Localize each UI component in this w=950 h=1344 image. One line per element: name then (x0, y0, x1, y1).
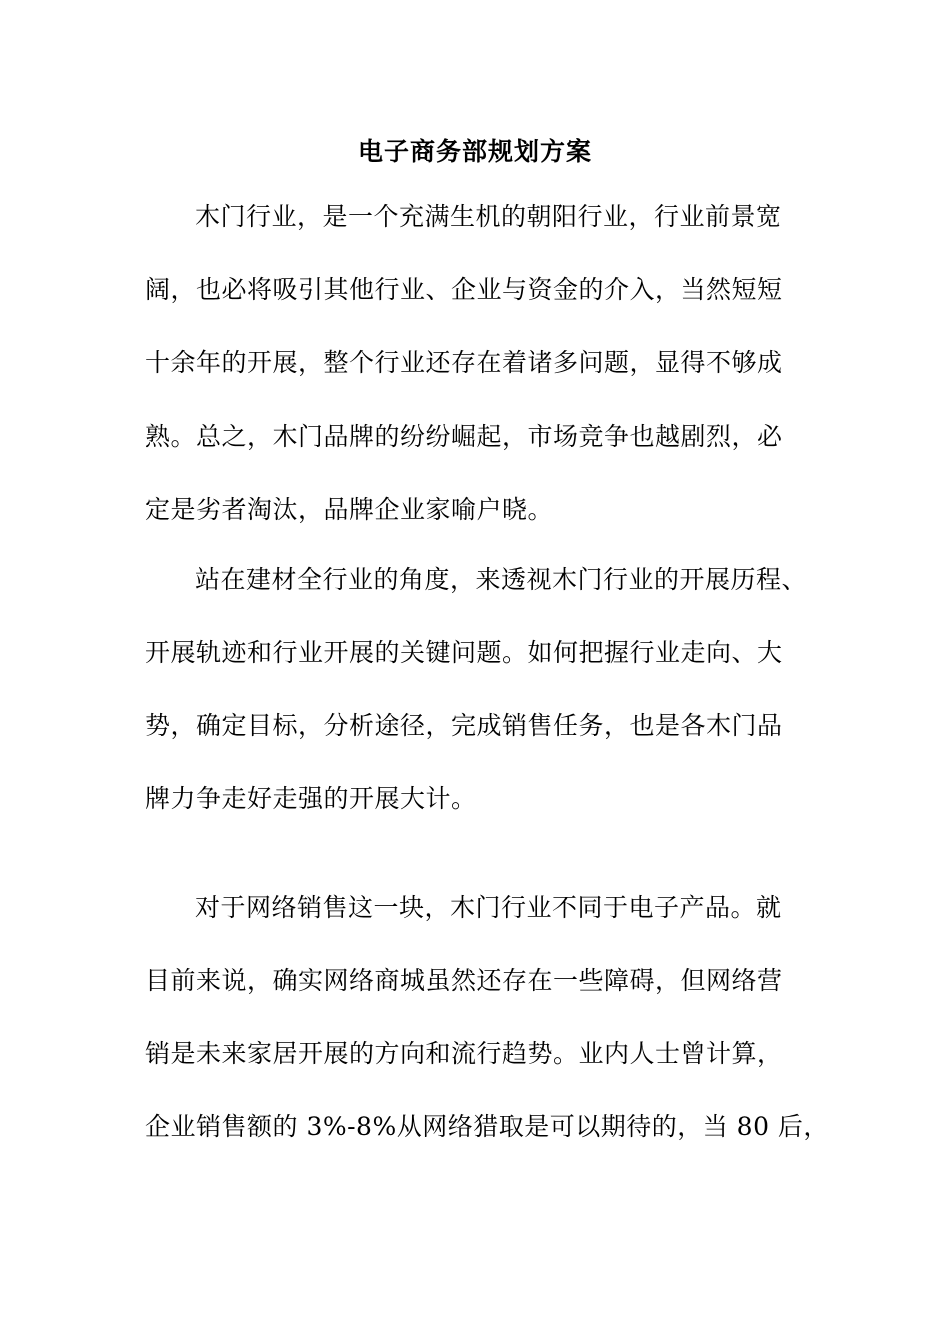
paragraph-1-line-3: 十余年的开展，整个行业还存在着诸多问题，显得不够成 (145, 348, 783, 377)
paragraph-2-line-4: 牌力争走好走强的开展大计。 (145, 784, 477, 813)
paragraph-1-line-2: 阔，也必将吸引其他行业、企业与资金的介入，当然短短 (145, 275, 783, 304)
paragraph-2-line-2: 开展轨迹和行业开展的关键问题。如何把握行业走向、大 (145, 638, 783, 667)
paragraph-3-line-1: 对于网络销售这一块，木门行业不同于电子产品。就 (195, 893, 782, 922)
document-title: 电子商务部规划方案 (357, 137, 592, 166)
paragraph-3-line-2: 目前来说，确实网络商城虽然还存在一些障碍，但网络营 (145, 966, 783, 995)
paragraph-3-line-4: 企业销售额的 3%-8%从网络猎取是可以期待的，当 80 后， (145, 1112, 829, 1141)
paragraph-2-line-3: 势，确定目标，分析途径，完成销售任务，也是各木门品 (145, 711, 783, 740)
paragraph-3-line-3: 销是未来家居开展的方向和流行趋势。业内人士曾计算， (145, 1039, 783, 1068)
paragraph-2-line-1: 站在建材全行业的角度，来透视木门行业的开展历程、 (195, 565, 808, 594)
paragraph-1-line-4: 熟。总之，木门品牌的纷纷崛起，市场竞争也越剧烈，必 (145, 422, 783, 451)
paragraph-1-line-1: 木门行业，是一个充满生机的朝阳行业，行业前景宽 (195, 202, 782, 231)
paragraph-1-line-5: 定是劣者淘汰，品牌企业家喻户晓。 (145, 495, 554, 524)
